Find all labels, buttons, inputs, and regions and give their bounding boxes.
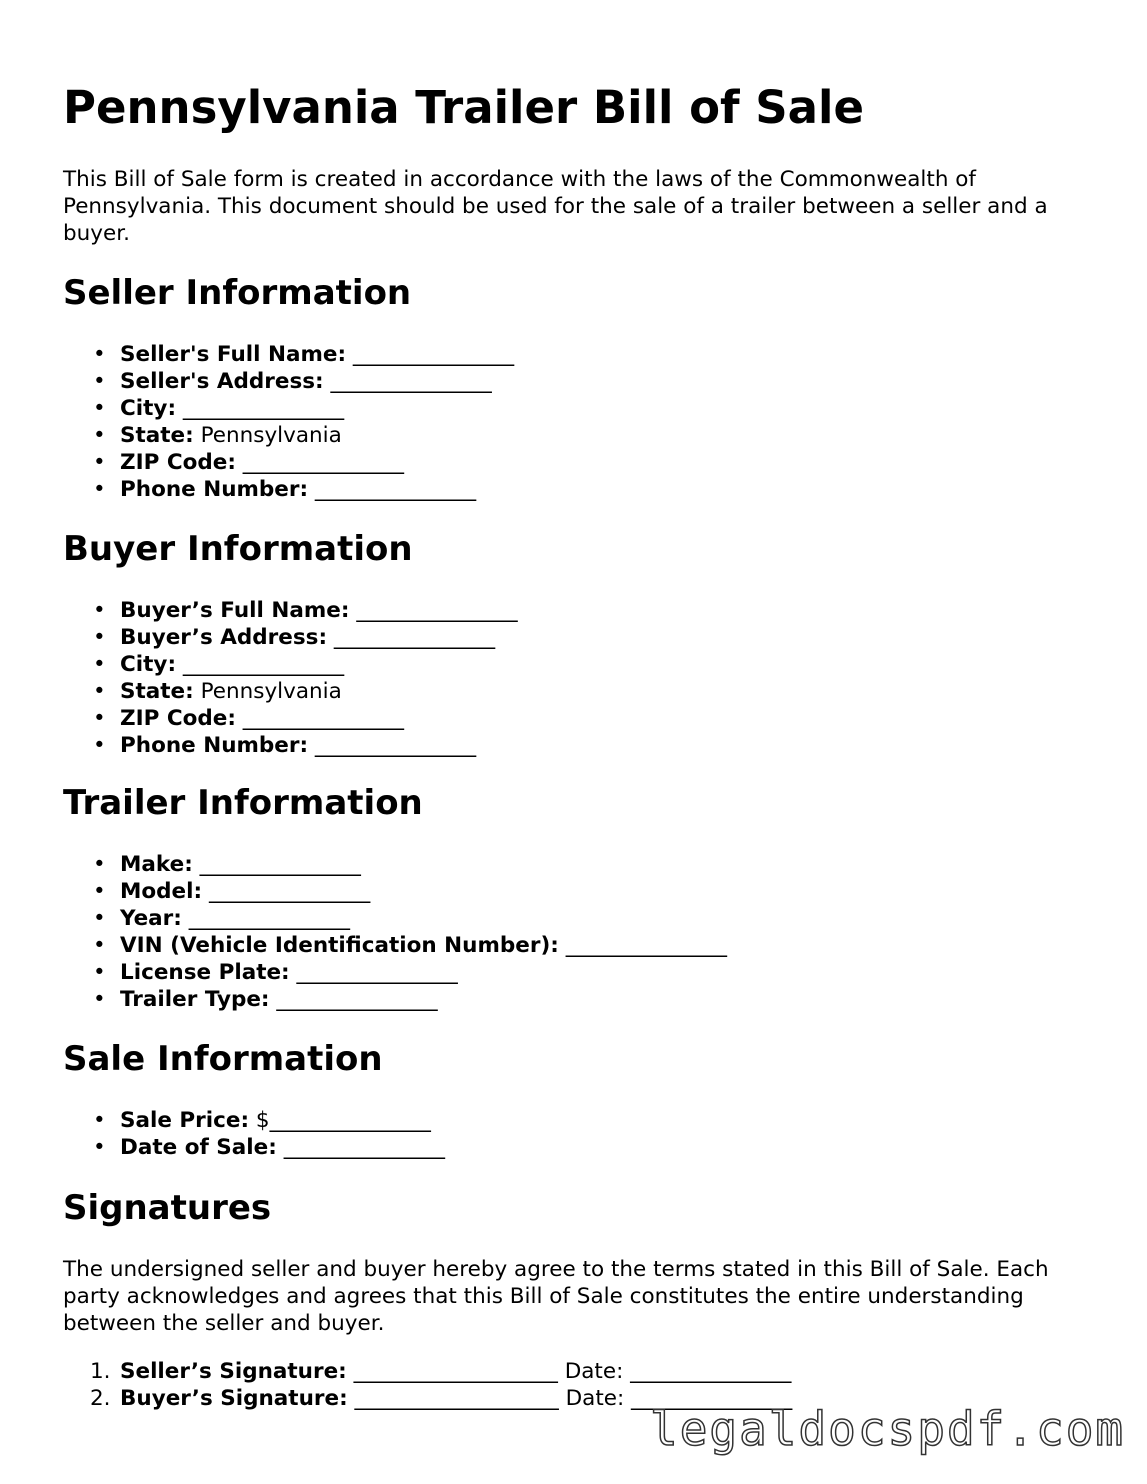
watermark: legaldocspdf.com (650, 1402, 1126, 1456)
trailer-heading: Trailer Information (63, 783, 423, 823)
buyer-list (63, 597, 518, 759)
list-item: • State: Pennsylvania (63, 678, 518, 705)
list-item: • Buyer’s Address: _______________ (63, 624, 518, 651)
list-item: • Seller's Address: _______________ (63, 368, 514, 395)
sale-heading: Sale Information (63, 1039, 383, 1079)
list-item: • Year: _______________ (63, 905, 727, 932)
list-item: • ZIP Code: _______________ (63, 449, 514, 476)
list-item: • Phone Number: _______________ (63, 476, 514, 503)
intro-paragraph: This Bill of Sale form is created in accordance with the laws of the Commonwealth of Pennsylvania. This document should be used for the sale of a trailer between a seller and a buyer. (63, 167, 1048, 246)
list-item: • Sale Price: $_______________ (63, 1107, 445, 1134)
list-item: • Seller's Full Name: _______________ (63, 341, 514, 368)
document-title: Pennsylvania Trailer Bill of Sale (63, 81, 864, 134)
list-item: • Make: _______________ (63, 851, 727, 878)
list-item: • Buyer’s Full Name: _______________ (63, 597, 518, 624)
list-item: 1. Seller’s Signature: ___________________ Date: _______________ (90, 1359, 792, 1384)
list-item: • Model: _______________ (63, 878, 727, 905)
list-item: • Phone Number: _______________ (63, 732, 518, 759)
sale-list (63, 1107, 445, 1161)
list-item: • VIN (Vehicle Identification Number): _______________ (63, 932, 727, 959)
seller-heading: Seller Information (63, 273, 412, 313)
list-item: • City: _______________ (63, 651, 518, 678)
list-item: • State: Pennsylvania (63, 422, 514, 449)
list-item: • License Plate: _______________ (63, 959, 727, 986)
seller-list (63, 341, 514, 503)
list-item: 2. Buyer’s Signature: ___________________ Date: _______________ (90, 1386, 793, 1411)
list-item: • City: _______________ (63, 395, 514, 422)
buyer-heading: Buyer Information (63, 529, 413, 569)
trailer-list (63, 851, 727, 1013)
list-item: • Date of Sale: _______________ (63, 1134, 445, 1161)
list-item: • ZIP Code: _______________ (63, 705, 518, 732)
signatures-heading: Signatures (63, 1188, 272, 1228)
signatures-paragraph: The undersigned seller and buyer hereby agree to the terms stated in this Bill of Sale. Each party acknowledges and agrees that this Bill of Sale constitutes the entire understanding between the seller and buyer. (63, 1257, 1049, 1336)
list-item: • Trailer Type: _______________ (63, 986, 727, 1013)
